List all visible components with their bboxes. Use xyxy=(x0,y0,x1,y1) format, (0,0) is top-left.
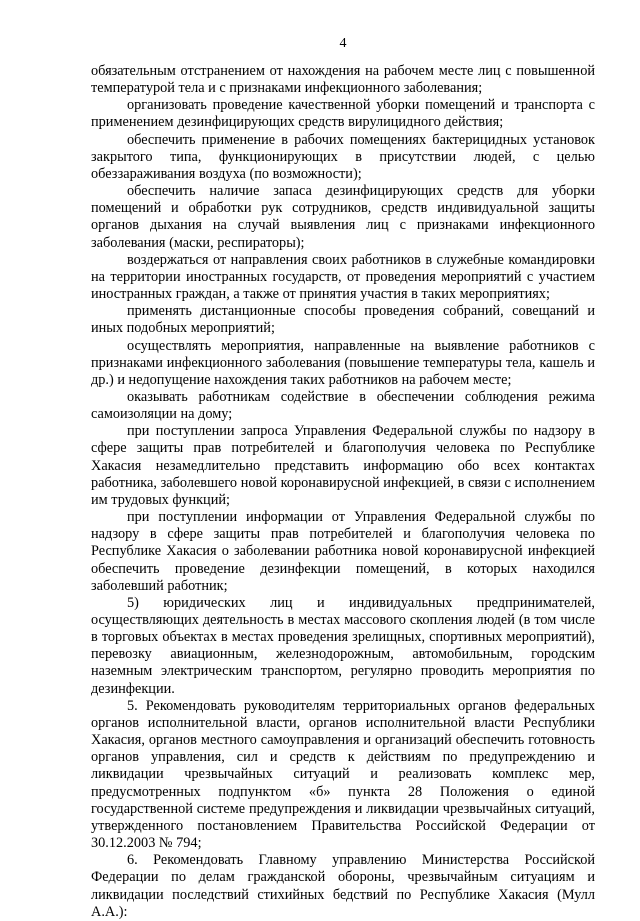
page-number: 4 xyxy=(339,36,347,51)
paragraph: применять дистанционные способы проведения собраний, совещаний и иных подобных мероприятий; xyxy=(91,303,595,337)
paragraph: при поступлении запроса Управления Федеральной службы по надзору в сфере защиты прав потребителей и благополучия человека по Республике Хакасия незамедлительно представить информацию обо всех контактах работника, заболевшего новой коронавирусной инфекцией, в связи с исполнением им трудовых функций; xyxy=(91,423,595,508)
paragraph: 5. Рекомендовать руководителям территориальных органов федеральных органов исполнительной власти, органов исполнительной власти Республики Хакасия, органов местного самоуправления и организаций обеспечить готовность органов управления, сил и средств к действиям по предупреждению и ликвидации чрезвычайных ситуаций и реализовать комплекс мер, предусмотренных подпунктом «б» пункта 28 Положения о единой государственной системе предупреждения и ликвидации чрезвычайных ситуаций, утвержденного постановлением Правительства Российской Федерации от 30.12.2003 № 794; xyxy=(91,697,595,852)
paragraph: воздержаться от направления своих работников в служебные командировки на территории иностранных государств, от проведения мероприятий с участием иностранных граждан, а также от принятия участия в таких мероприятиях; xyxy=(91,251,595,303)
paragraph: при поступлении информации от Управления Федеральной службы по надзору в сфере защиты прав потребителей и благополучия человека по Республике Хакасия о заболевании работника новой коронавирусной инфекцией обеспечить проведение дезинфекции помещений, в которых находился заболевший работник; xyxy=(91,509,595,594)
paragraph: обеспечить наличие запаса дезинфицирующих средств для уборки помещений и обработки рук сотрудников, средств индивидуальной защиты органов дыхания на случай выявления лиц с признаками инфекционного заболевания (маски, респираторы); xyxy=(91,183,595,251)
paragraph: обязательным отстранением от нахождения на рабочем месте лиц с повышенной температурой тела и с признаками инфекционного заболевания; xyxy=(91,63,595,97)
paragraph: обеспечить применение в рабочих помещениях бактерицидных установок закрытого типа, функционирующих в присутствии людей, с целью обеззараживания воздуха (по возможности); xyxy=(91,131,595,182)
paragraph: организовать проведение качественной уборки помещений и транспорта с применением дезинфицирующих средств вирулицидного действия; xyxy=(91,97,595,131)
paragraph: осуществлять мероприятия, направленные на выявление работников с признаками инфекционного заболевания (повышение температуры тела, кашель и др.) и недопущение нахождения таких работников на рабочем месте; xyxy=(91,337,595,388)
document-body xyxy=(91,63,595,921)
paragraph: оказывать работникам содействие в обеспечении соблюдения режима самоизоляции на дому; xyxy=(91,388,595,423)
paragraph: 5) юридических лиц и индивидуальных предпринимателей, осуществляющих деятельность в местах массового скопления людей (в том числе в торговых объектах в местах проведения зрелищных, спортивных мероприятий), перевозку авиационным, железнодорожным, автомобильным, городским наземным электрическим транспортом, регулярно проводить мероприятия по дезинфекции. xyxy=(91,594,595,697)
paragraph: 6. Рекомендовать Главному управлению Министерства Российской Федерации по делам гражданской обороны, чрезвычайным ситуациям и ликвидации последствий стихийных бедствий по Республике Хакасия (Мулл А.А.): xyxy=(91,852,595,920)
